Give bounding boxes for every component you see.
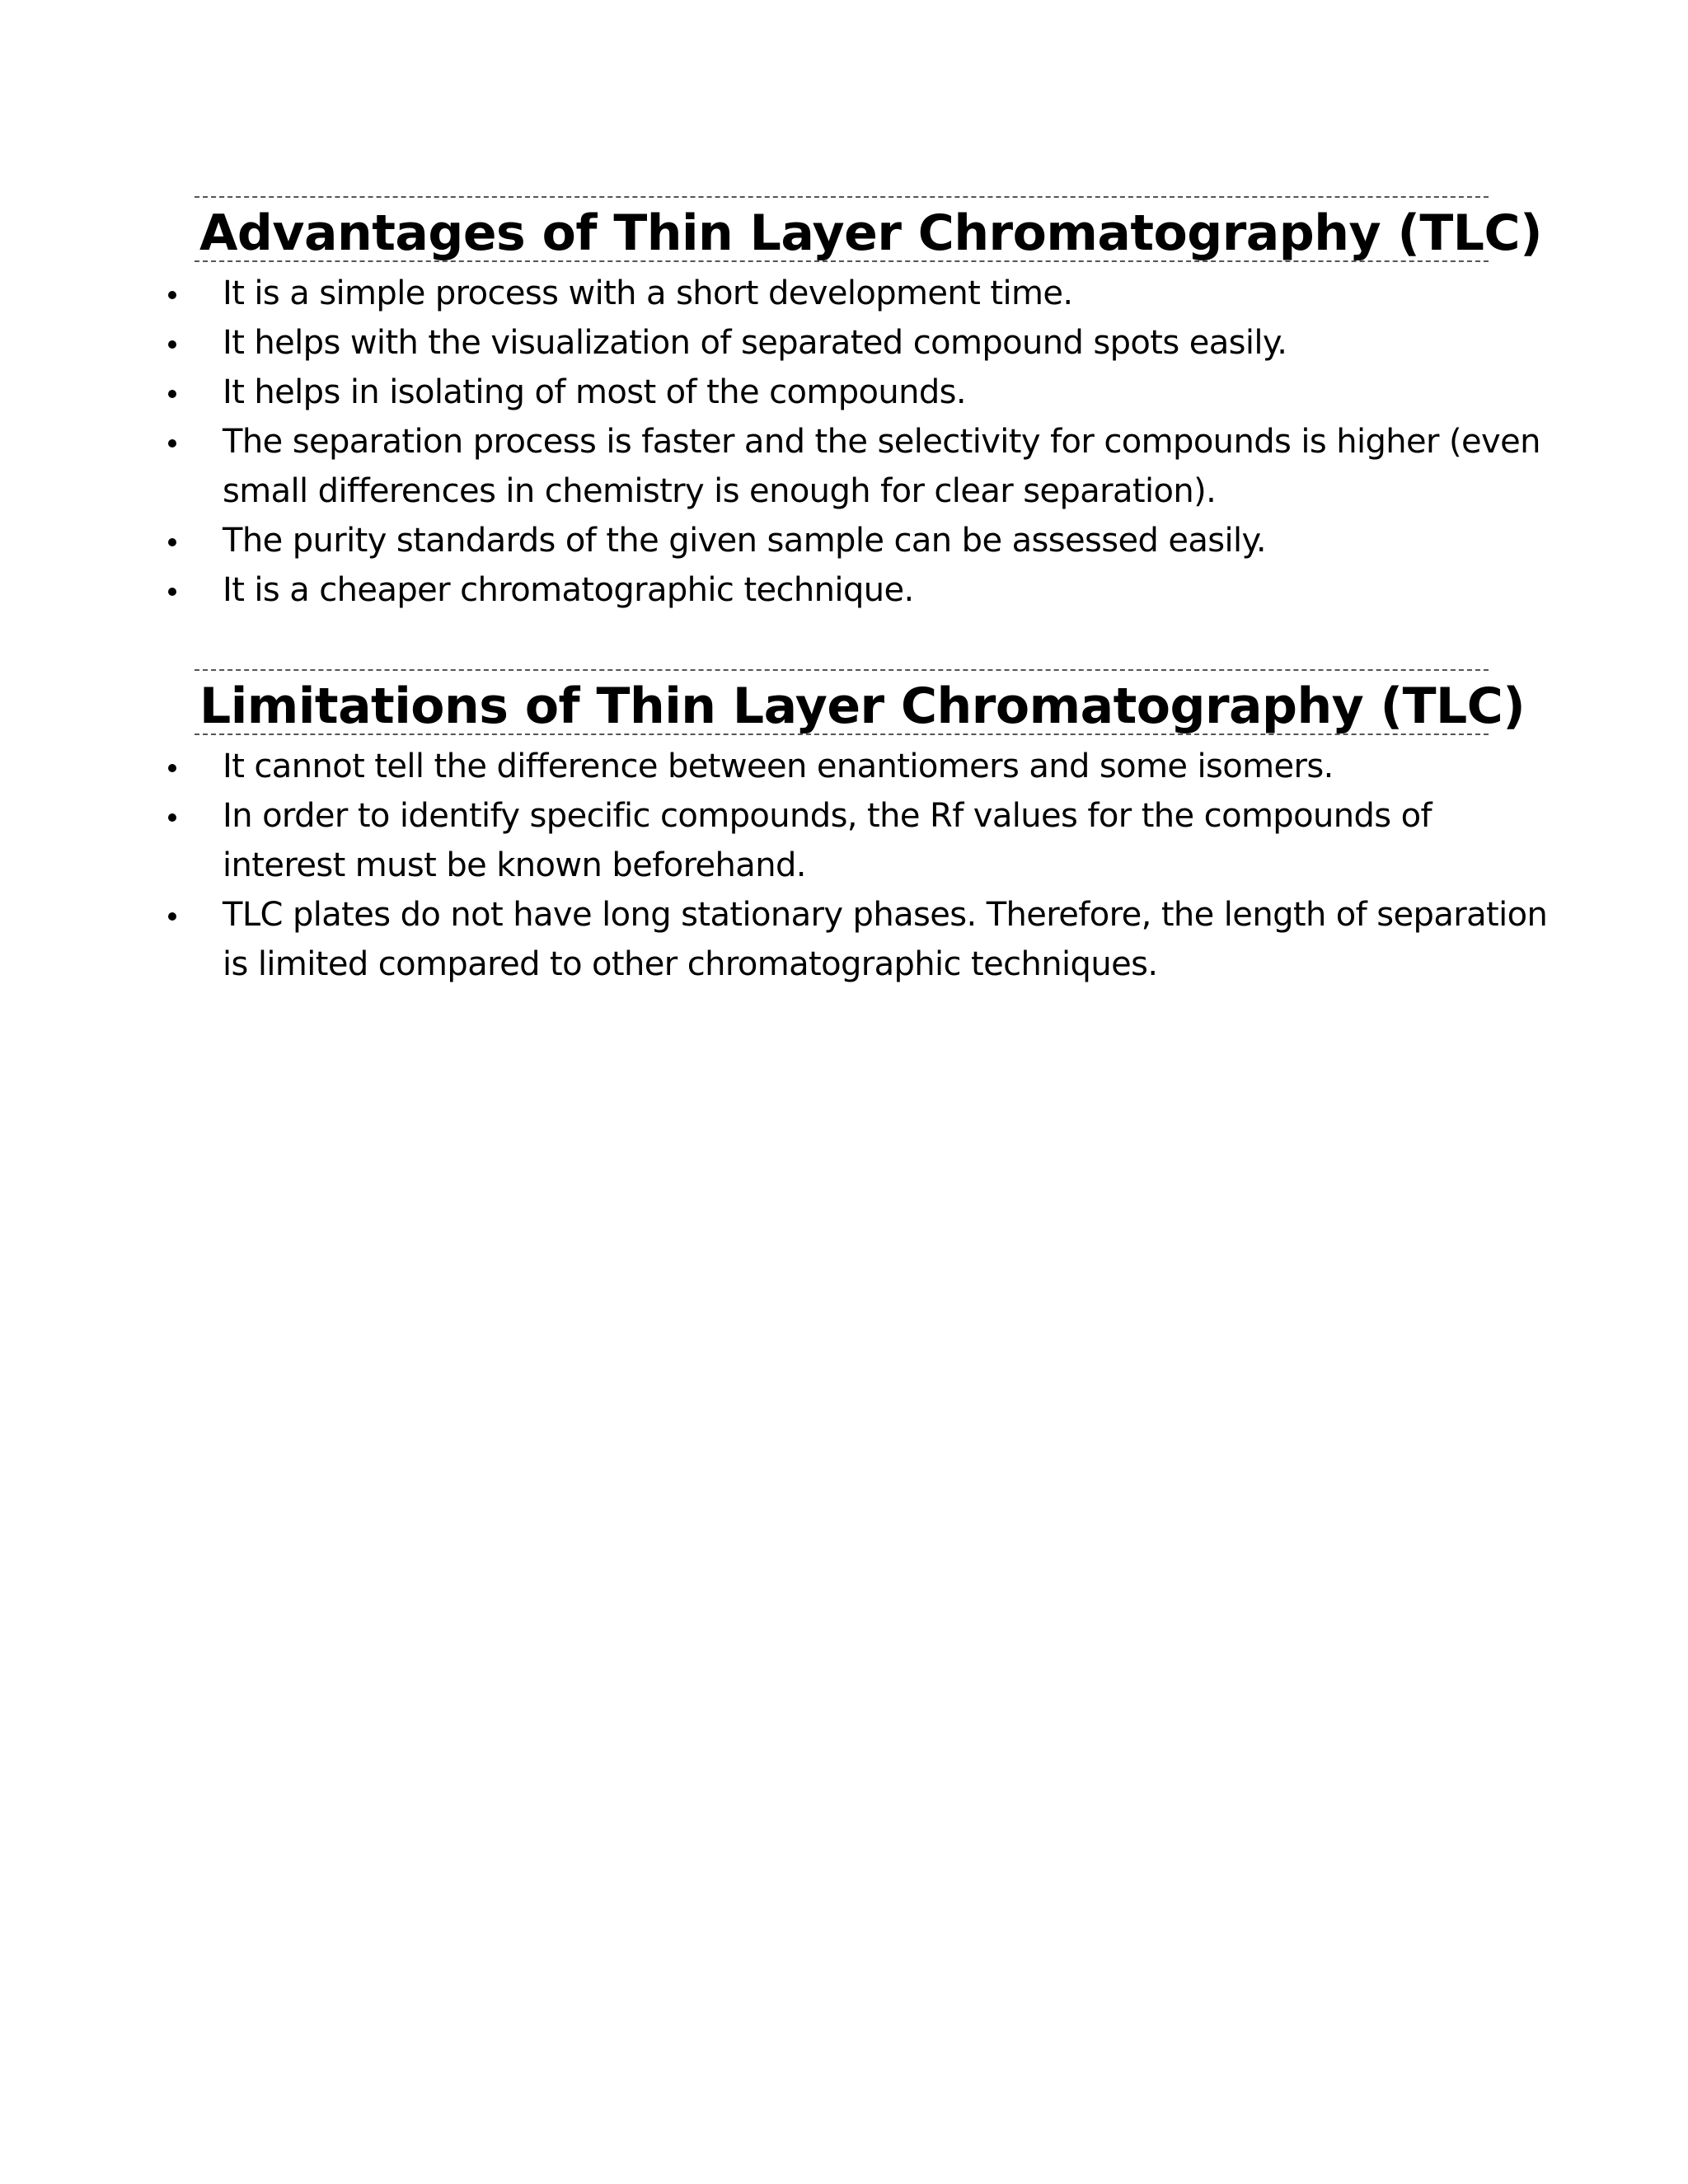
list-item <box>162 318 1563 368</box>
list-item-text: The purity standards of the given sample can be assessed easily. <box>223 522 1267 560</box>
limitations-heading: Limitations of Thin Layer Chromatography (TLC) <box>199 677 1526 735</box>
bullet-icon <box>168 390 176 398</box>
advantages-list <box>162 269 1563 615</box>
bullet-icon <box>168 912 176 921</box>
bullet-icon <box>168 588 176 596</box>
advantages-section <box>195 196 1542 615</box>
bullet-icon <box>168 813 176 822</box>
list-item-text: In order to identify specific compounds, the Rf values for the compounds of interest must be known beforehand. <box>223 797 1432 884</box>
advantages-heading-box <box>195 196 1542 262</box>
list-item-text: It helps with the visualization of separated compound spots easily. <box>223 324 1287 362</box>
list-item-text: TLC plates do not have long stationary phases. Therefore, the length of separation is limited compared to other chromatographic techniques. <box>223 896 1548 983</box>
advantages-heading: Advantages of Thin Layer Chromatography (TLC) <box>199 204 1542 262</box>
limitations-section <box>195 669 1548 989</box>
bullet-icon <box>168 538 176 546</box>
list-item <box>162 417 1563 516</box>
list-item-text: It is a cheaper chromatographic technique. <box>223 571 914 609</box>
list-item-text: The separation process is faster and the selectivity for compounds is higher (even small differences in chemistry is enough for clear separation). <box>223 423 1540 510</box>
bullet-icon <box>168 764 176 772</box>
list-item <box>162 269 1563 318</box>
bullet-icon <box>168 291 176 299</box>
limitations-heading-box <box>195 669 1526 735</box>
list-item <box>162 791 1563 890</box>
list-item <box>162 565 1563 615</box>
limitations-list <box>162 742 1563 989</box>
list-item <box>162 742 1563 791</box>
bullet-icon <box>168 439 176 448</box>
list-item <box>162 368 1563 417</box>
list-item-text: It is a simple process with a short development time. <box>223 274 1073 312</box>
bullet-icon <box>168 340 176 349</box>
list-item <box>162 516 1563 565</box>
list-item-text: It cannot tell the difference between enantiomers and some isomers. <box>223 748 1334 785</box>
list-item <box>162 890 1563 989</box>
list-item-text: It helps in isolating of most of the compounds. <box>223 373 967 411</box>
